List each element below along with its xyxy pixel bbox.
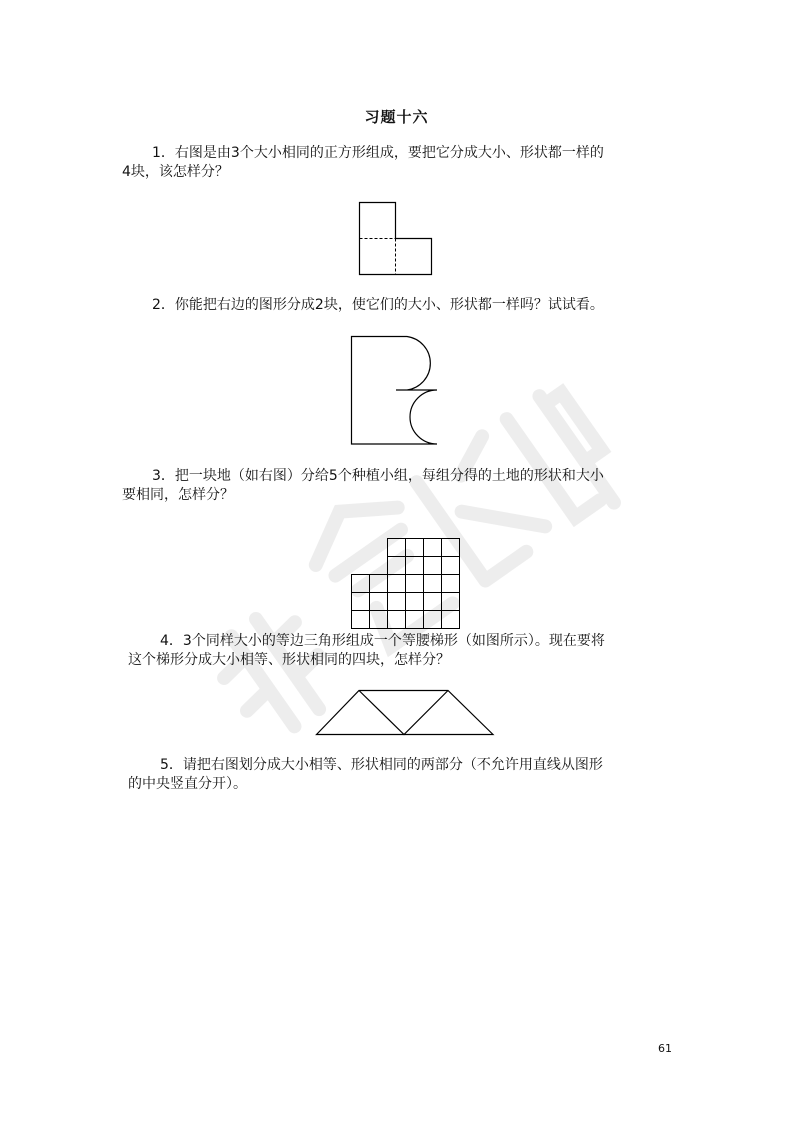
problem-5-line-1: 5．请把右图划分成大小相等、形状相同的两部分（不允许用直线从图形 (160, 757, 603, 773)
grid-cell (424, 557, 442, 575)
curved-shape-figure (345, 330, 445, 450)
three-squares-figure (355, 198, 437, 278)
grid-cell (388, 611, 406, 629)
grid-cell (352, 575, 370, 593)
inner-triangle-lines (359, 691, 448, 735)
problem-3-line-2: 要相同，怎样分？ (122, 487, 234, 503)
grid-cell (442, 593, 460, 611)
curved-shape-outline (352, 337, 438, 445)
grid-cell (442, 575, 460, 593)
grid-cell (352, 611, 370, 629)
trapezoid-outline (317, 691, 494, 735)
problem-2-line-1: 2．你能把右边的图形分成2块，使它们的大小、形状都一样吗？试试看。 (152, 297, 604, 313)
grid-cell (388, 593, 406, 611)
grid-cell (406, 557, 424, 575)
trapezoid-figure (312, 686, 497, 738)
problem-5-line-2: 的中央竖直分开）。 (128, 776, 247, 792)
grid-cell (442, 611, 460, 629)
grid-cell (424, 575, 442, 593)
problem-4-line-2: 这个梯形分成大小相等、形状相同的四块，怎样分？ (128, 652, 450, 668)
grid-cell (406, 539, 424, 557)
grid-cell (424, 539, 442, 557)
grid-cell (370, 575, 388, 593)
grid-cell (424, 593, 442, 611)
problem-1-line-1: 1．右图是由3个大小相同的正方形组成，要把它分成大小、形状都一样的 (152, 145, 604, 161)
grid-cell (370, 593, 388, 611)
grid-cell (442, 557, 460, 575)
problem-1-line-2: 4块，该怎样分？ (122, 164, 229, 180)
page-number: 61 (658, 1042, 672, 1055)
problem-4-line-1: 4．3个同样大小的等边三角形组成一个等腰梯形（如图所示）。现在要将 (160, 633, 605, 649)
problem-3-line-1: 3．把一块地（如右图）分给5个种植小组，每组分得的土地的形状和大小 (152, 468, 604, 484)
grid-cell (424, 611, 442, 629)
grid-land-figure (348, 517, 464, 615)
grid-cell (370, 611, 388, 629)
grid-cell (388, 575, 406, 593)
grid-cell (388, 557, 406, 575)
exercise-title: 习题十六 (364, 108, 429, 126)
grid-cell (406, 611, 424, 629)
grid-cell (388, 539, 406, 557)
grid-cell (406, 575, 424, 593)
grid-cell (406, 593, 424, 611)
grid-cell (442, 539, 460, 557)
grid-cell (352, 593, 370, 611)
